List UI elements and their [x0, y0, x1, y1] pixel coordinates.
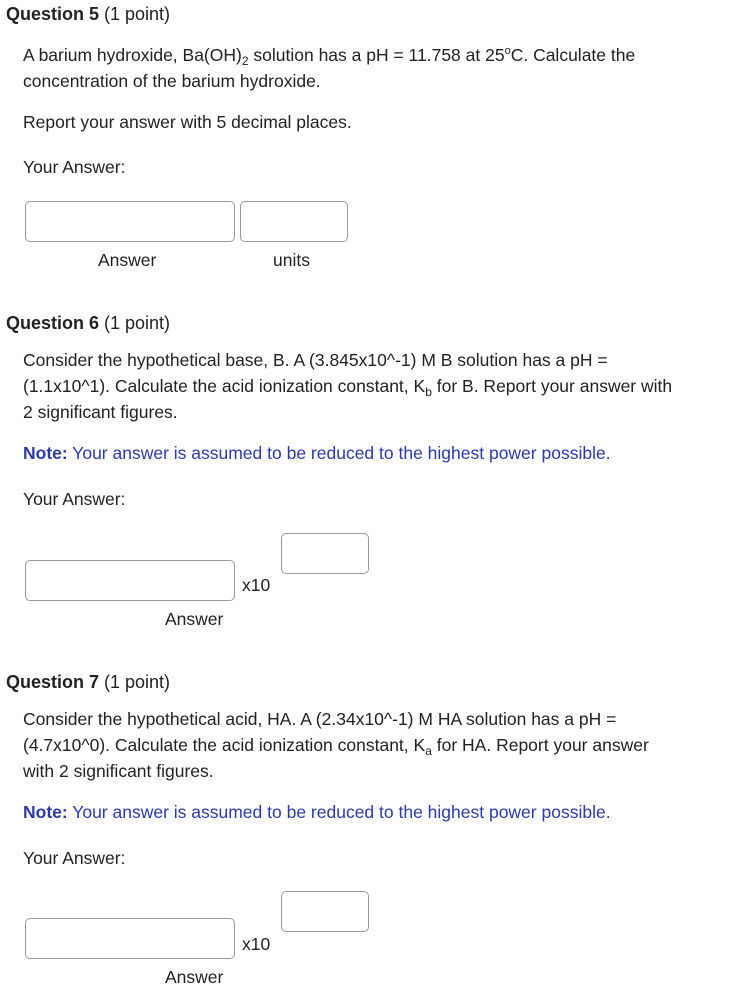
- q6-subscript: b: [425, 385, 432, 399]
- question-6-title: [6, 313, 170, 334]
- question-7-number: Question 7: [6, 672, 100, 692]
- question-6-note-text: Your answer is assumed to be reduced to the highest power possible.: [67, 443, 611, 463]
- question-7-points: (1 point): [99, 672, 171, 692]
- q7-line2-post: for HA. Report your answer: [431, 735, 649, 755]
- q5-line1-post: solution has a pH = 11.758 at 25: [248, 45, 505, 65]
- question-5-answer-input[interactable]: [25, 201, 235, 242]
- question-6-number: Question 6: [6, 313, 100, 333]
- question-5-number: Question 5: [6, 4, 100, 24]
- q5-subscript: 2: [241, 54, 249, 68]
- question-6-answer-input[interactable]: [25, 560, 235, 601]
- question-6-line-3: 2 significant figures.: [23, 402, 178, 422]
- question-7-exponent-input[interactable]: [281, 891, 369, 932]
- question-7-your-answer-label: Your Answer:: [23, 848, 126, 868]
- q6-line2-post: for B. Report your answer with: [431, 376, 673, 396]
- question-6-line-1: Consider the hypothetical base, B. A (3.845x10^-1) M B solution has a pH =: [23, 350, 608, 370]
- question-7-note-label: Note:: [23, 802, 68, 822]
- question-7-x10-label: x10: [242, 934, 271, 954]
- question-7-answer-input[interactable]: [25, 918, 235, 959]
- q5-line1-end: C. Calculate the: [510, 45, 636, 65]
- question-7-note: [23, 802, 611, 823]
- q7-line2-pre: (4.7x10^0). Calculate the acid ionization constant, K: [23, 735, 426, 755]
- question-6-x10-label: x10: [242, 575, 271, 595]
- question-5-units-caption: units: [273, 250, 310, 270]
- question-7-line-1: Consider the hypothetical acid, HA. A (2.34x10^-1) M HA solution has a pH =: [23, 709, 617, 729]
- question-5-report-instruction: Report your answer with 5 decimal places.: [23, 112, 352, 132]
- question-6-your-answer-label: Your Answer:: [23, 489, 126, 509]
- question-6-line-2: [23, 373, 672, 399]
- q7-subscript: a: [425, 744, 432, 758]
- question-6-points: (1 point): [99, 313, 171, 333]
- question-6-note: [23, 443, 611, 464]
- question-5-title: [6, 4, 170, 25]
- question-5-prompt: [23, 42, 635, 94]
- question-7-title: [6, 672, 170, 693]
- question-7-line-3: with 2 significant figures.: [23, 761, 214, 781]
- question-6-note-label: Note:: [23, 443, 68, 463]
- q5-line1-pre: A barium hydroxide, Ba(OH): [23, 45, 242, 65]
- question-7-line-2: [23, 732, 649, 758]
- question-7-answer-caption: Answer: [165, 967, 224, 987]
- question-5-points: (1 point): [99, 4, 171, 24]
- question-5-line-1: [23, 42, 635, 68]
- question-5-your-answer-label: Your Answer:: [23, 157, 126, 177]
- question-7-note-text: Your answer is assumed to be reduced to the highest power possible.: [67, 802, 611, 822]
- question-5-line-2: concentration of the barium hydroxide.: [23, 71, 321, 91]
- question-5-units-input[interactable]: [240, 201, 348, 242]
- question-6-prompt: [23, 347, 672, 425]
- question-6-exponent-input[interactable]: [281, 533, 369, 574]
- question-5-answer-caption: Answer: [98, 250, 157, 270]
- q6-line2-pre: (1.1x10^1). Calculate the acid ionization constant, K: [23, 376, 426, 396]
- question-6-answer-caption: Answer: [165, 609, 224, 629]
- question-7-prompt: [23, 706, 649, 784]
- q5-degree-sup: o: [504, 45, 511, 57]
